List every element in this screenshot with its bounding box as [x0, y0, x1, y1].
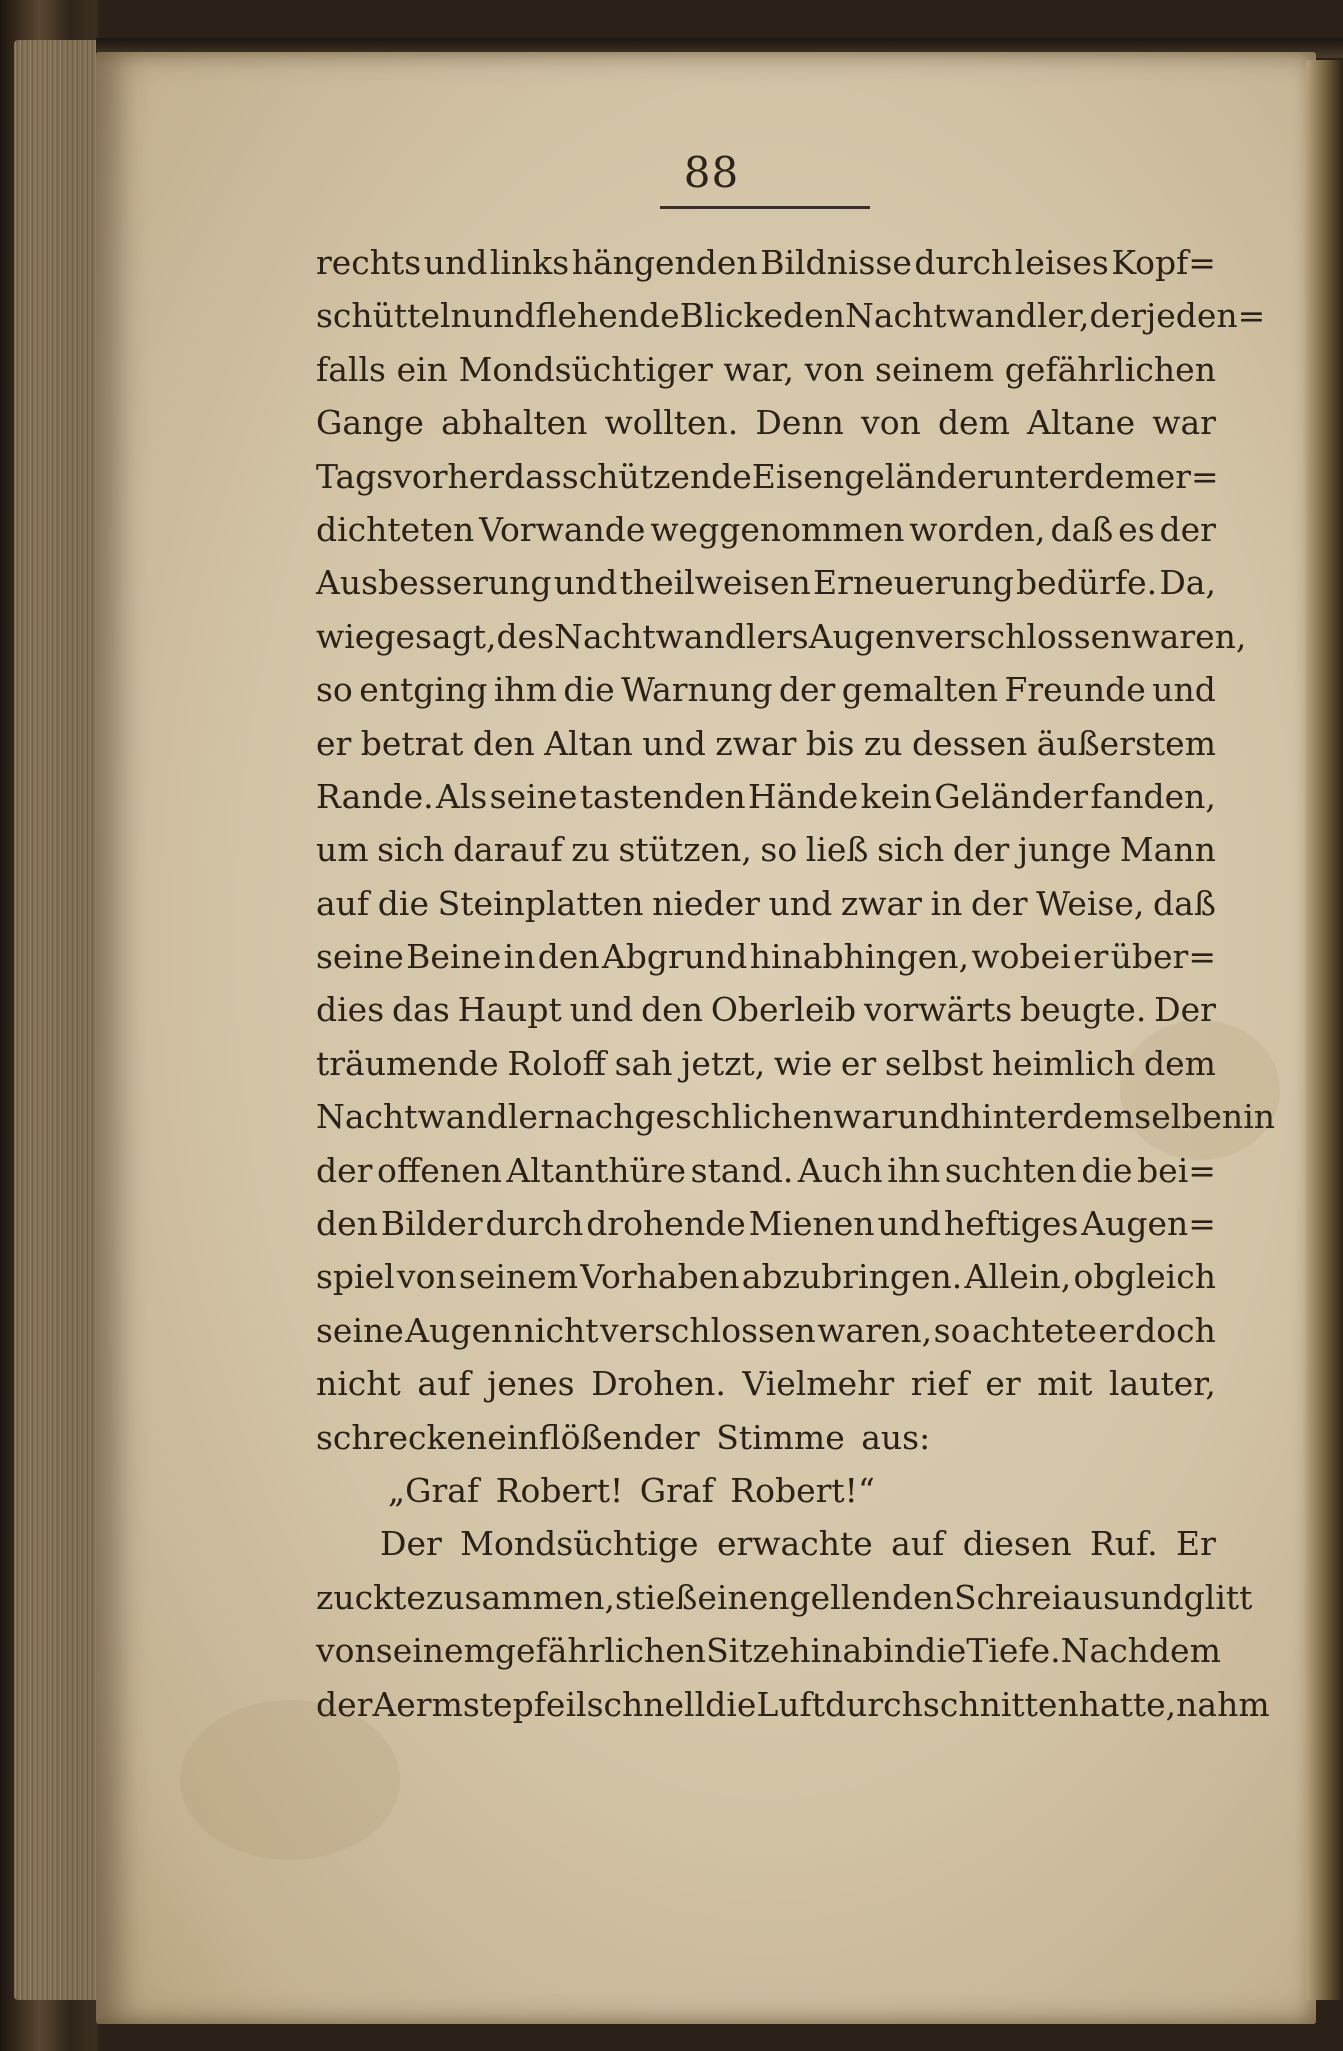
- word: in: [930, 883, 963, 923]
- word: verschlossen: [600, 1310, 816, 1350]
- text-line: [316, 236, 1216, 289]
- word: leises: [1014, 243, 1109, 282]
- text-line: [316, 556, 1216, 609]
- word: die: [915, 1631, 967, 1671]
- word: dichteten: [316, 509, 475, 549]
- word: sich: [377, 830, 445, 870]
- word: gefährlichen: [494, 1631, 707, 1671]
- text-line: [316, 1678, 1270, 1731]
- word: und: [553, 563, 618, 603]
- word: der: [778, 670, 836, 710]
- word: nicht: [513, 1310, 599, 1350]
- text-line: [316, 770, 1216, 823]
- word: obgleich: [1073, 1257, 1216, 1297]
- word: das: [392, 990, 450, 1030]
- word: so: [933, 1310, 971, 1350]
- word: durch: [485, 1204, 584, 1244]
- word: auf: [891, 1524, 945, 1564]
- word: junge: [1017, 830, 1112, 870]
- word: Erneuerung: [812, 563, 1014, 603]
- word: gesagt,: [374, 616, 497, 656]
- word: bei=: [1137, 1150, 1216, 1190]
- text-line: [316, 983, 1216, 1036]
- word: nahm: [1176, 1684, 1270, 1724]
- text-line: [316, 1357, 1216, 1410]
- word: von: [804, 349, 865, 389]
- word: heimlich: [991, 1043, 1136, 1083]
- text-line: [316, 930, 1216, 983]
- word: Tiefe.: [966, 1631, 1061, 1671]
- word: in: [1243, 1097, 1275, 1137]
- text-line: [316, 1090, 1275, 1143]
- word: Ausbesserung: [316, 563, 552, 603]
- word: daß: [1050, 509, 1114, 549]
- word: es: [1118, 509, 1155, 549]
- word: das: [504, 456, 562, 496]
- word: der: [316, 1684, 373, 1724]
- text-line: [316, 663, 1216, 716]
- word: Augen: [405, 1310, 513, 1350]
- word: der: [971, 883, 1028, 923]
- word: glitt: [1183, 1577, 1253, 1617]
- word: so: [316, 670, 353, 710]
- word: suchten: [944, 1150, 1077, 1190]
- word: und: [471, 296, 536, 336]
- word: und: [1152, 670, 1216, 710]
- word: und: [569, 990, 634, 1030]
- word: ihm: [493, 670, 557, 710]
- word: Hände: [747, 776, 859, 816]
- word: dessen: [911, 723, 1028, 763]
- page-number: 88: [683, 148, 740, 197]
- word: weggenommen: [650, 509, 905, 549]
- word: Vorwande: [479, 509, 646, 549]
- word: aus: [1062, 1577, 1121, 1617]
- word: war: [1152, 403, 1216, 443]
- word: Gange: [316, 403, 424, 443]
- word: gellenden: [789, 1577, 954, 1617]
- word: betrat: [360, 723, 464, 763]
- word: Als: [436, 776, 488, 816]
- text-line: [316, 1624, 1221, 1677]
- word: kein: [860, 776, 932, 816]
- word: und: [423, 243, 488, 282]
- word: pfeilschnell: [512, 1684, 706, 1724]
- text-line: [316, 877, 1216, 930]
- word: den: [537, 937, 600, 977]
- word: doch: [1135, 1310, 1216, 1350]
- word: verschlossen: [915, 616, 1132, 656]
- text-line: [316, 1197, 1216, 1250]
- header-rule: [660, 206, 870, 209]
- word: dem: [1143, 1043, 1216, 1083]
- word: von: [861, 403, 921, 443]
- word: erwachte: [716, 1524, 873, 1564]
- word: abzubringen.: [741, 1257, 963, 1297]
- word: stieß: [615, 1577, 698, 1617]
- word: Luft: [756, 1684, 826, 1724]
- text-line: [316, 450, 1219, 503]
- word: Roloff: [507, 1043, 606, 1083]
- text-line: [316, 1571, 1253, 1624]
- word: Freunde: [1004, 670, 1146, 710]
- word: den: [472, 723, 535, 763]
- word: der: [952, 830, 1010, 870]
- text-line: [316, 503, 1216, 556]
- word: Abgrund: [601, 937, 748, 977]
- word: Nachdem: [1060, 1631, 1221, 1671]
- word: ließ: [805, 830, 869, 870]
- quote-line: „Graf Robert! Graf Robert!“: [388, 1470, 875, 1510]
- word: lauter,: [1108, 1364, 1216, 1404]
- word: auf: [316, 883, 370, 923]
- word: sich: [877, 830, 945, 870]
- word: gemalten: [841, 670, 999, 710]
- text-line: schreckeneinflößender Stimme aus:: [316, 1417, 931, 1457]
- text-line: [316, 396, 1216, 449]
- word: um: [316, 830, 369, 870]
- word: Mann: [1119, 830, 1216, 870]
- word: bis: [805, 723, 855, 763]
- word: die: [1081, 1150, 1133, 1190]
- word: zu: [863, 723, 903, 763]
- text-line: [316, 610, 1247, 663]
- word: seine: [489, 776, 578, 816]
- text-line: [316, 1144, 1216, 1197]
- word: hinab: [789, 1631, 884, 1671]
- word: zusammen,: [425, 1577, 616, 1617]
- word: den: [641, 990, 703, 1030]
- text-line: [316, 1037, 1216, 1090]
- word: er=: [1155, 456, 1219, 496]
- word: der: [316, 1150, 373, 1190]
- word: der: [1089, 296, 1146, 336]
- word: er: [985, 1364, 1021, 1404]
- word: seine: [316, 1310, 404, 1350]
- word: ein: [396, 349, 448, 389]
- word: Oberleib: [710, 990, 857, 1030]
- text-line: [316, 343, 1216, 396]
- right-edge: [1306, 60, 1343, 2000]
- word: vorwärts: [863, 990, 1013, 1030]
- word: links: [489, 243, 570, 282]
- word: falls: [316, 349, 386, 389]
- word: er: [1098, 1310, 1134, 1350]
- word: Altane: [1027, 403, 1136, 443]
- word: so: [760, 830, 798, 870]
- word: bedürfe.: [1016, 563, 1158, 603]
- word: über=: [1110, 937, 1216, 977]
- word: dies: [316, 990, 385, 1030]
- word: spiel: [316, 1257, 395, 1297]
- word: Da,: [1159, 563, 1216, 603]
- word: Mondsüchtige: [460, 1524, 699, 1564]
- word: träumende: [316, 1043, 499, 1083]
- text-line: [316, 717, 1216, 770]
- page-edges: [14, 40, 104, 2000]
- word: Auch: [797, 1150, 883, 1190]
- word: diesen: [962, 1524, 1072, 1564]
- word: seinem: [375, 1631, 495, 1671]
- word: stand.: [690, 1150, 794, 1190]
- word: und: [642, 723, 706, 763]
- word: Der: [1154, 990, 1216, 1030]
- word: Mondsüchtiger: [458, 349, 713, 389]
- word: Tags: [316, 456, 394, 496]
- word: seine: [316, 937, 404, 977]
- word: rief: [910, 1364, 969, 1404]
- word: zwar: [715, 723, 797, 763]
- word: stützen,: [618, 830, 752, 870]
- word: Denn: [755, 403, 844, 443]
- word: vorher: [393, 456, 505, 496]
- word: Beine: [406, 937, 502, 977]
- word: von: [396, 1257, 457, 1297]
- word: demselben: [1062, 1097, 1244, 1137]
- word: jeden=: [1145, 296, 1266, 336]
- word: mit: [1037, 1364, 1093, 1404]
- text-line: [316, 1304, 1216, 1357]
- word: hatte,: [1078, 1684, 1177, 1724]
- word: selbst: [884, 1043, 984, 1083]
- word: wollten.: [604, 403, 739, 443]
- word: nieder: [652, 883, 760, 923]
- word: Altan: [544, 723, 633, 763]
- word: die: [377, 883, 430, 923]
- word: die: [563, 670, 615, 710]
- word: seinem: [875, 349, 995, 389]
- word: heftiges: [943, 1204, 1079, 1244]
- word: Aermste: [372, 1684, 513, 1724]
- text-line: [316, 823, 1216, 876]
- word: Eisengeländer: [751, 456, 993, 496]
- word: flehende: [535, 296, 680, 336]
- word: jetzt,: [681, 1043, 766, 1083]
- word: entging: [359, 670, 488, 710]
- word: der: [1159, 509, 1216, 549]
- word: war: [833, 1097, 898, 1137]
- word: wie: [316, 616, 375, 656]
- text-line: [316, 1250, 1216, 1303]
- word: er: [316, 723, 352, 763]
- word: und: [768, 883, 833, 923]
- word: einen: [697, 1577, 790, 1617]
- word: Allein,: [964, 1257, 1072, 1297]
- word: seinem: [458, 1257, 578, 1297]
- word: Kopf=: [1111, 243, 1216, 282]
- word: Steinplatten: [437, 883, 644, 923]
- word: rechts: [316, 243, 422, 282]
- word: tastenden: [579, 776, 746, 816]
- word: des: [496, 616, 555, 656]
- word: drohende: [586, 1204, 746, 1244]
- word: Sitze: [706, 1631, 790, 1671]
- word: nachgeschlichen: [553, 1097, 834, 1137]
- word: unter: [992, 456, 1084, 496]
- word: äußerstem: [1036, 723, 1216, 763]
- word: von: [316, 1631, 376, 1671]
- word: beugte.: [1020, 990, 1147, 1030]
- word: hängenden: [571, 243, 758, 282]
- word: den: [783, 296, 845, 336]
- word: durch: [914, 243, 1013, 282]
- word: und: [897, 1097, 961, 1137]
- word: Vorhaben: [580, 1257, 740, 1297]
- word: Bilder: [380, 1204, 483, 1244]
- word: theilweisen: [619, 563, 811, 603]
- word: dem: [937, 403, 1010, 443]
- word: ihn: [887, 1150, 941, 1190]
- word: die: [705, 1684, 757, 1724]
- word: darauf: [452, 830, 563, 870]
- word: schützende: [561, 456, 752, 496]
- word: fanden,: [1090, 776, 1216, 816]
- word: den: [316, 1204, 378, 1244]
- word: Weise,: [1036, 883, 1145, 923]
- word: jenes: [487, 1364, 575, 1404]
- word: Rande.: [316, 776, 434, 816]
- word: Schrei: [953, 1577, 1063, 1617]
- word: zu: [571, 830, 610, 870]
- word: dem: [1083, 456, 1156, 496]
- word: Vielmehr: [742, 1364, 895, 1404]
- word: zuckte: [316, 1577, 426, 1617]
- word: Mienen: [748, 1204, 875, 1244]
- word: Augen: [808, 616, 916, 656]
- word: offenen: [376, 1150, 502, 1190]
- text-line: [316, 289, 1266, 342]
- word: daß: [1153, 883, 1216, 923]
- word: auf: [417, 1364, 471, 1404]
- word: Augen=: [1081, 1204, 1216, 1244]
- word: nicht: [316, 1364, 401, 1404]
- word: wie: [773, 1043, 833, 1083]
- word: und: [1120, 1577, 1184, 1617]
- word: Bildnisse: [760, 243, 912, 282]
- word: Nachtwandlers: [554, 616, 809, 656]
- word: wobei: [971, 937, 1071, 977]
- word: war,: [723, 349, 794, 389]
- word: Drohen.: [591, 1364, 726, 1404]
- paragraph-start-line: [316, 1517, 1216, 1570]
- word: sah: [614, 1043, 673, 1083]
- word: durchschnitten: [825, 1684, 1079, 1724]
- word: worden,: [909, 509, 1046, 549]
- word: er: [840, 1043, 877, 1083]
- word: Haupt: [457, 990, 562, 1030]
- word: gefährlichen: [1004, 349, 1216, 389]
- word: abhalten: [441, 403, 588, 443]
- word: in: [503, 937, 536, 977]
- word: Warnung: [621, 670, 773, 710]
- word: Er: [1176, 1524, 1216, 1564]
- word: Der: [380, 1524, 442, 1564]
- word: in: [883, 1631, 916, 1671]
- body-text: [316, 236, 1275, 1731]
- word: zwar: [840, 883, 922, 923]
- word: schütteln: [316, 296, 472, 336]
- word: hinter: [960, 1097, 1063, 1137]
- word: Nachtwandler,: [844, 296, 1090, 336]
- word: achtete: [971, 1310, 1097, 1350]
- word: Nachtwandler: [316, 1097, 554, 1137]
- word: Altanthüre: [506, 1150, 687, 1190]
- word: Blicke: [679, 296, 784, 336]
- word: Geländer: [934, 776, 1089, 816]
- word: waren,: [817, 1310, 933, 1350]
- word: hinabhingen,: [749, 937, 970, 977]
- word: er: [1073, 937, 1109, 977]
- word: Ruf.: [1090, 1524, 1158, 1564]
- word: und: [877, 1204, 942, 1244]
- word: waren,: [1131, 616, 1247, 656]
